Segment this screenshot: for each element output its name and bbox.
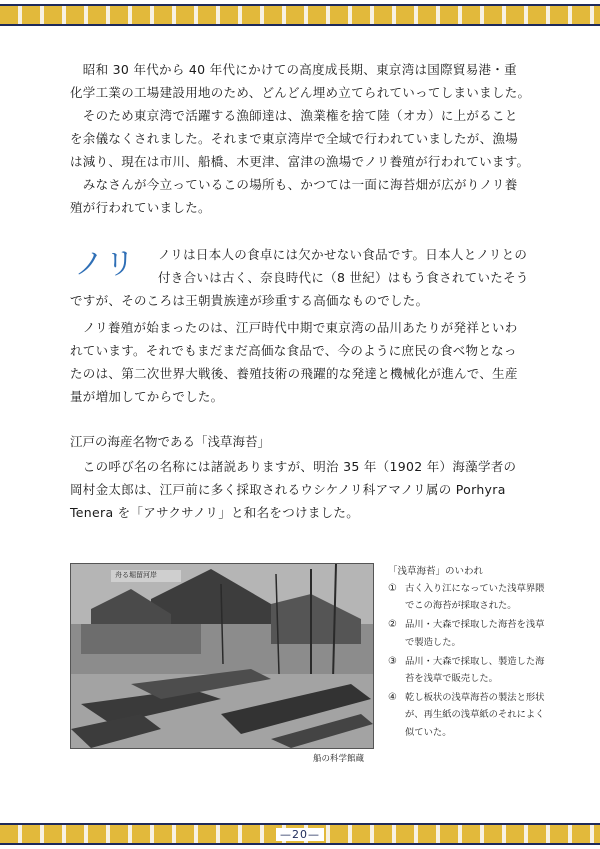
paragraph-fishermen: そのため東京湾で活躍する漁師達は、漁業権を捨て陸（オカ）に上がること を余儀なくされました。それまで東京湾岸で全域で行われていましたが、漁場 は減り、現在は市川、船橋、木更津、富津の漁場でノリ養殖が行われています。 — [70, 108, 530, 169]
list-item-number: ① — [388, 583, 397, 594]
list-item — [388, 653, 578, 687]
nori-heading: ノリ — [74, 247, 137, 282]
list-item-number: ④ — [388, 692, 397, 704]
list-item-text: 古く入り江になっていた浅草界隈 でこの海苔が採取された。 — [405, 583, 545, 612]
nori-intro-line-1: ノリは日本人の食卓には欠かせない食品です。日本人とノリとの — [158, 247, 528, 262]
nori-intro-line-2: 付き合いは古く、奈良時代に（8 世紀）はもう食されていたそう — [158, 270, 529, 285]
nori-intro-line-3: ですが、そのころは王朝貴族達が珍重する高価なものでした。 — [70, 293, 429, 308]
asakusa-nori-subheading: 江戸の海産名物である「浅草海苔」 — [70, 434, 271, 449]
historic-boats-photo — [70, 563, 374, 749]
page-number — [0, 828, 600, 841]
photo-inset-label: 舟る堀留河岸 — [115, 571, 157, 579]
decorative-border-top — [0, 4, 600, 26]
list-item — [388, 689, 578, 741]
asakusa-nori-origins-list — [388, 580, 578, 743]
list-item — [388, 616, 578, 650]
list-item-number: ③ — [388, 655, 397, 667]
list-item-text: 品川・大森で採取した海苔を浅草 で製造した。 — [405, 619, 545, 648]
photo-credit: 船の科学館蔵 — [313, 754, 365, 764]
paragraph-cultivation-history: ノリ養殖が始まったのは、江戸時代中期で東京湾の品川あたりが発祥といわ れています。それでもまだまだ高価な食品で、今のように庶民の食べ物となっ たのは、第二次世界大戦後、養殖技術の飛躍的な発達と機械化が進んで、生産 量が増加してからでした。 — [70, 320, 518, 404]
list-item-number: ② — [388, 619, 397, 631]
paragraph-asakusa-name: この呼び名の名称には諸説ありますが、明治 35 年（1902 年）海藻学者の 岡村金太郎は、江戸前に多く採取されるウシケノリ科アマノリ属の Porhyra Tenera を「アサクサノリ」と和名をつけました。 — [70, 459, 517, 520]
list-item — [388, 580, 578, 614]
paragraph-this-place: みなさんが今立っているこの場所も、かつては一面に海苔畑が広がりノリ養 殖が行われていました。 — [70, 177, 518, 215]
legend-title: 「浅草海苔」のいわれ — [388, 566, 484, 577]
list-item-text: 乾し板状の浅草海苔の製法と形状 が、再生紙の浅草紙のそれによく 似ていた。 — [405, 692, 545, 738]
list-item-text: 品川・大森で採取し、製造した海 苔を浅草で販売した。 — [405, 655, 545, 685]
page-number-text: —20— — [276, 828, 324, 841]
paragraph-high-growth: 昭和 30 年代から 40 年代にかけての高度成長期、東京湾は国際貿易港・重 化学工業の工場建設用地のため、どんどん埋め立てられていってしまいました。 — [70, 62, 531, 100]
